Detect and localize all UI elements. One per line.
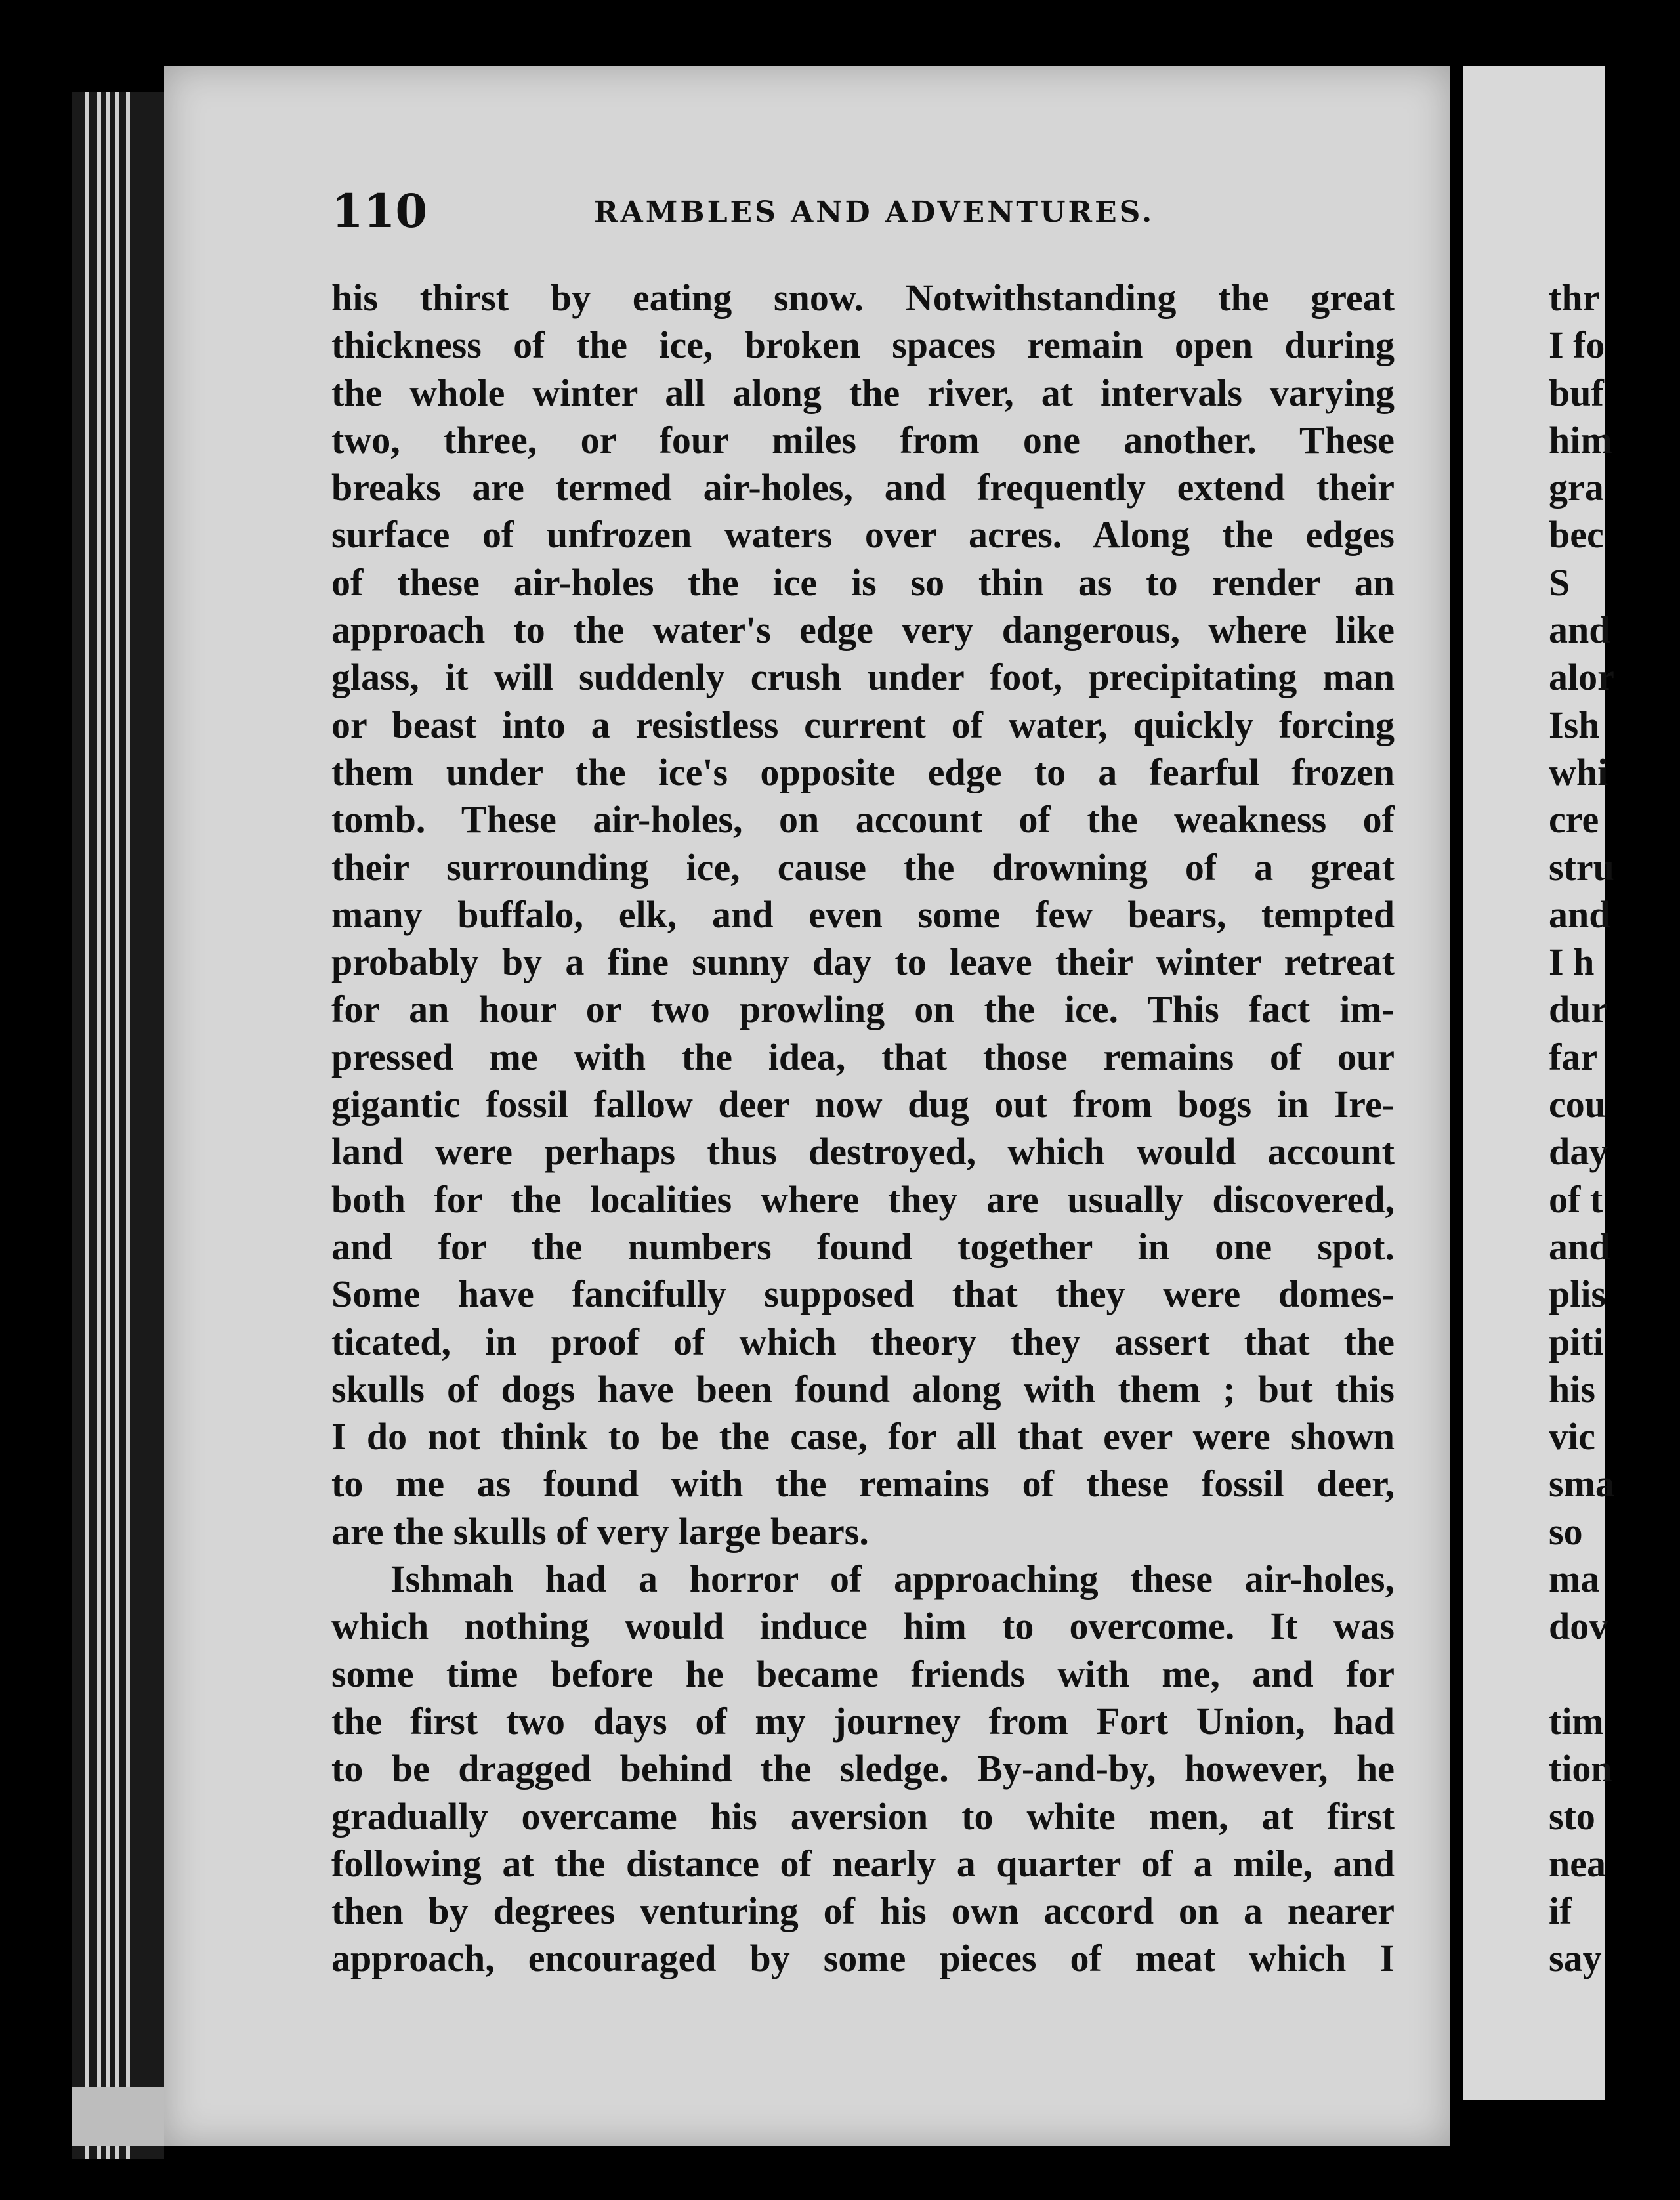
text-line: both for the localities where they are usually discovered, (331, 1177, 1395, 1221)
text-line: are the skulls of very large bears. (331, 1510, 869, 1553)
right-page-fragment: gra (1549, 466, 1604, 509)
right-page-fragment: so (1549, 1510, 1583, 1553)
right-page-fragment: tion (1549, 1747, 1612, 1790)
text-line: of these air-holes the ice is so thin as to render an (331, 561, 1395, 604)
running-head: RAMBLES AND ADVENTURES. (594, 196, 1155, 229)
right-page-fragment: Ish (1549, 703, 1600, 746)
right-page-fragment: nea (1549, 1842, 1606, 1885)
right-page-fragment: and (1549, 608, 1610, 652)
right-page-fragment: buf (1549, 371, 1604, 414)
text-line: thickness of the ice, broken spaces remain open during (331, 324, 1395, 367)
right-page-fragment: of t (1549, 1177, 1603, 1221)
text-line: breaks are termed air-holes, and frequently extend their (331, 466, 1395, 509)
right-page-fragment: dov (1549, 1605, 1608, 1648)
right-page-fragment: I fo (1549, 324, 1605, 367)
text-line: glass, it will suddenly crush under foot, precipitating man (331, 656, 1395, 699)
right-page-fragment: dur (1549, 988, 1608, 1031)
right-page-fragment: far (1549, 1035, 1598, 1078)
text-line: Some have fancifully supposed that they were domes- (331, 1273, 1395, 1316)
right-page-fragment: S (1549, 561, 1570, 604)
text-line: approach to the water's edge very dangerous, where like (331, 608, 1395, 652)
text-line: Ishmah had a horror of approaching these air-holes, (390, 1557, 1395, 1601)
right-page-fragment: sto (1549, 1794, 1595, 1838)
text-line: pressed me with the idea, that those remains of our (331, 1035, 1395, 1078)
right-page-fragment: alor (1549, 656, 1614, 699)
right-page-fragment: vic (1549, 1415, 1595, 1458)
text-line: the whole winter all along the river, at intervals varying (331, 371, 1395, 414)
text-line: many buffalo, elk, and even some few bears, tempted (331, 893, 1395, 936)
right-page-fragment: him (1549, 418, 1612, 461)
right-page-fragment: I h (1549, 941, 1595, 984)
right-page-fragment: stru (1549, 845, 1614, 889)
page-number: 110 (331, 184, 428, 238)
right-page-fragment: and (1549, 1225, 1610, 1268)
text-line: to me as found with the remains of these fossil deer, (331, 1462, 1395, 1506)
text-line: his thirst by eating snow. Notwithstanding the great (331, 276, 1395, 319)
right-page-fragment: his (1549, 1367, 1595, 1410)
text-line: gradually overcame his aversion to white men, at first (331, 1794, 1395, 1838)
text-line: skulls of dogs have been found along with them ; but this (331, 1367, 1395, 1410)
right-page-fragment: ma (1549, 1557, 1600, 1601)
text-line: surface of unfrozen waters over acres. Along the edges (331, 513, 1395, 557)
right-page-fragment: cou (1549, 1083, 1606, 1126)
right-page-fragment: thr (1549, 276, 1600, 319)
text-line: or beast into a resistless current of water, quickly forcing (331, 703, 1395, 746)
text-line: for an hour or two prowling on the ice. This fact im- (331, 988, 1395, 1031)
right-page-fragment: sma (1549, 1462, 1614, 1506)
text-line: which nothing would induce him to overcome. It was (331, 1605, 1395, 1648)
text-line: approach, encouraged by some pieces of meat which I (331, 1937, 1395, 1980)
text-line: ticated, in proof of which theory they assert that the (331, 1320, 1395, 1363)
right-page-fragment (1549, 1651, 1680, 1698)
right-page-fragment: whi (1549, 750, 1608, 793)
text-line: gigantic fossil fallow deer now dug out from bogs in Ire- (331, 1083, 1395, 1126)
book-spine (72, 92, 164, 2159)
body-text (331, 274, 1395, 1983)
text-line: them under the ice's opposite edge to a fearful frozen (331, 750, 1395, 793)
right-page-fragment: piti (1549, 1320, 1604, 1363)
right-page-fragment: day (1549, 1130, 1608, 1174)
right-page-fragment: say (1549, 1937, 1602, 1980)
right-page-fragment: cre (1549, 798, 1599, 841)
text-line: the first two days of my journey from Fort Union, had (331, 1699, 1395, 1743)
text-line: their surrounding ice, cause the drowning of a great (331, 845, 1395, 889)
right-page-fragment: plis (1549, 1273, 1606, 1316)
text-line: land were perhaps thus destroyed, which would account (331, 1130, 1395, 1174)
text-line: probably by a fine sunny day to leave their winter retreat (331, 941, 1395, 984)
text-line: following at the distance of nearly a quarter of a mile, and (331, 1842, 1395, 1885)
text-line: then by degrees venturing of his own accord on a nearer (331, 1890, 1395, 1933)
right-page-fragment: and (1549, 893, 1610, 936)
text-line: some time before he became friends with me, and for (331, 1652, 1395, 1695)
right-page-fragment: bec (1549, 513, 1604, 557)
text-line: tomb. These air-holes, on account of the weakness of (331, 798, 1395, 841)
text-line: I do not think to be the case, for all that ever were shown (331, 1415, 1395, 1458)
text-line: to be dragged behind the sledge. By-and-by, however, he (331, 1747, 1395, 1790)
right-page-text (1549, 274, 1680, 1983)
page-header (331, 184, 1414, 243)
text-line: two, three, or four miles from one another. These (331, 418, 1395, 461)
right-page-fragment: if (1549, 1890, 1572, 1933)
right-page-fragment: tim (1549, 1699, 1604, 1743)
text-line: and for the numbers found together in one spot. (331, 1225, 1395, 1268)
